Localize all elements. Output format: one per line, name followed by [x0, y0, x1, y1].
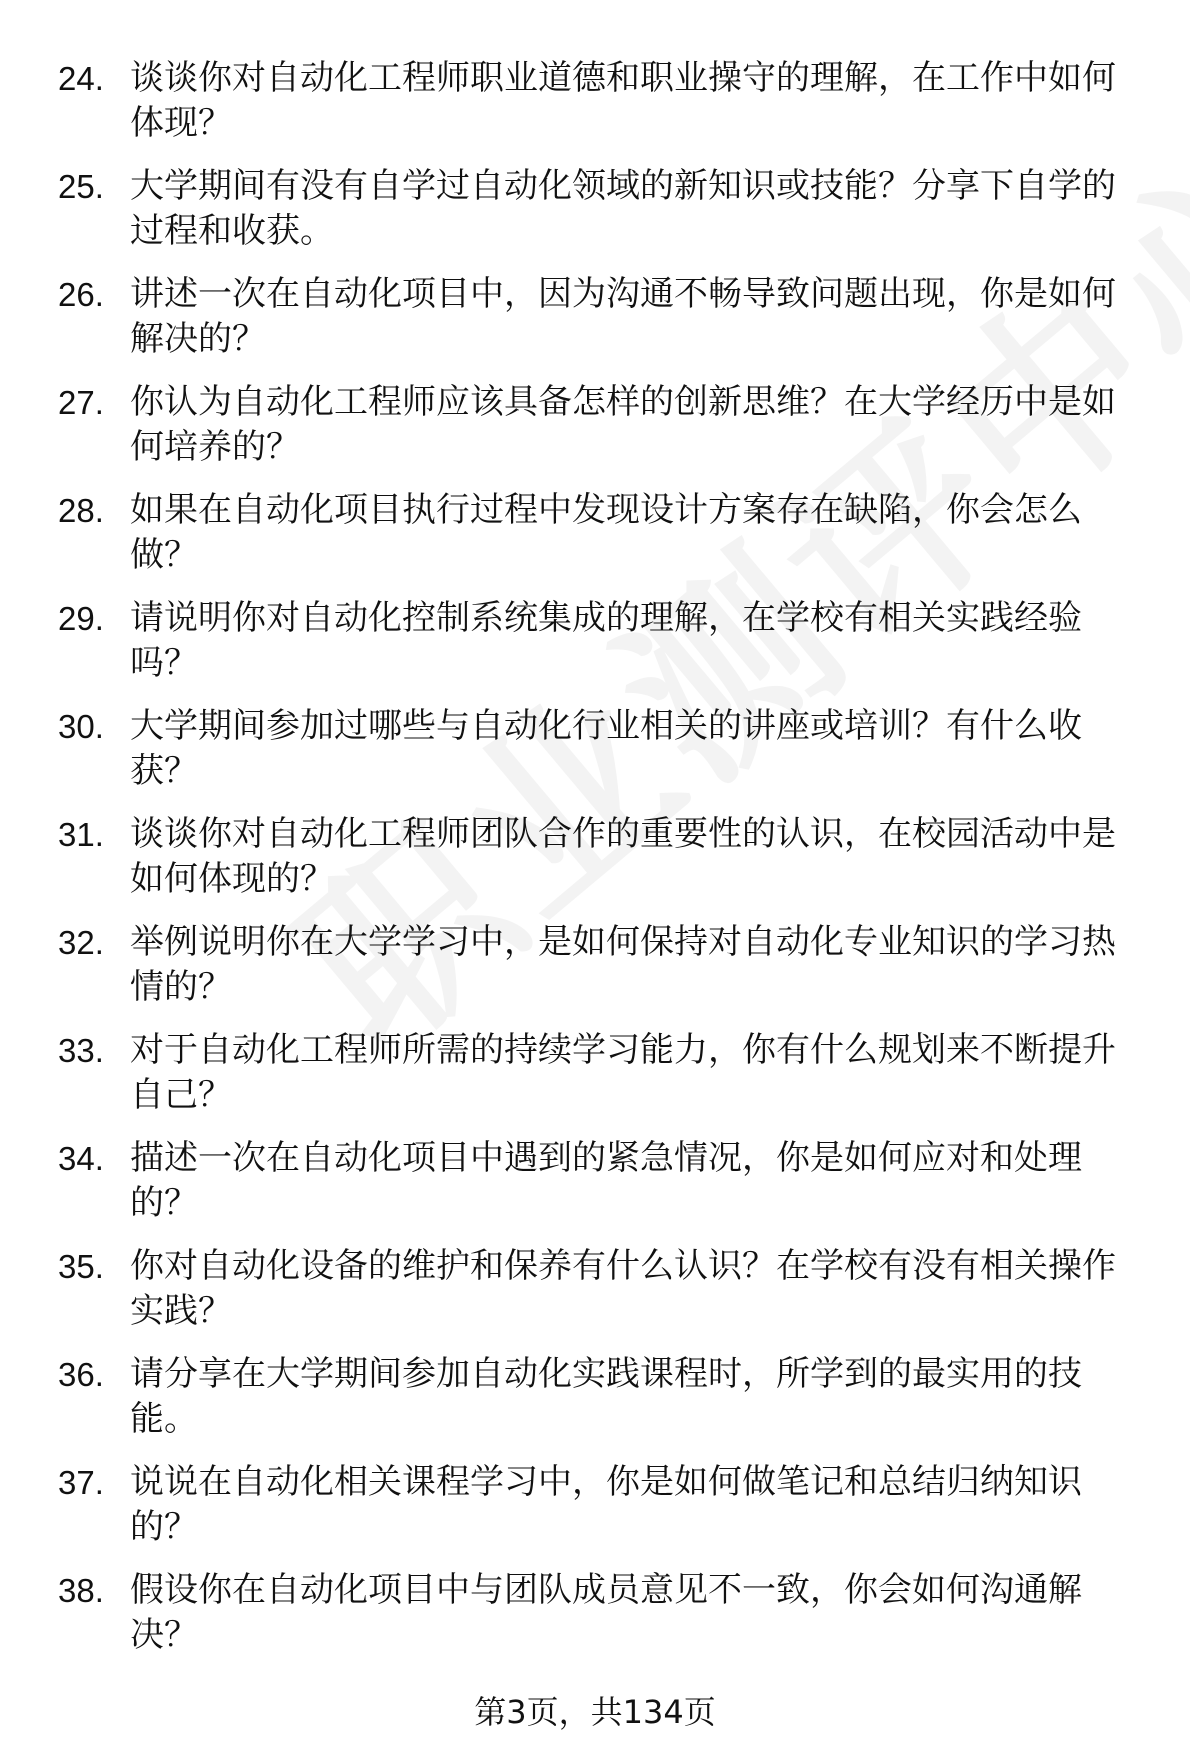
question-item: [58, 488, 1150, 596]
question-text: 请分享在大学期间参加自动化实践课程时，所学到的最实用的技能。: [130, 1354, 1082, 1439]
question-number: 24.: [58, 60, 104, 97]
question-number: 29.: [58, 600, 104, 637]
question-number: 35.: [58, 1248, 104, 1285]
question-text: 如果在自动化项目执行过程中发现设计方案存在缺陷，你会怎么做？: [130, 490, 1082, 575]
question-number: 31.: [58, 816, 104, 853]
question-text: 请说明你对自动化控制系统集成的理解，在学校有相关实践经验吗？: [130, 598, 1082, 683]
question-item: [58, 272, 1150, 380]
question-item: [58, 1352, 1150, 1460]
question-text: 假设你在自动化项目中与团队成员意见不一致，你会如何沟通解决？: [130, 1570, 1082, 1655]
question-number: 32.: [58, 924, 104, 961]
question-number: 38.: [58, 1572, 104, 1609]
question-text: 大学期间有没有自学过自动化领域的新知识或技能？分享下自学的过程和收获。: [130, 166, 1116, 251]
question-item: [58, 56, 1150, 164]
question-item: [58, 596, 1150, 704]
question-text: 讲述一次在自动化项目中，因为沟通不畅导致问题出现，你是如何解决的？: [130, 274, 1116, 359]
question-number: 28.: [58, 492, 104, 529]
question-text: 你认为自动化工程师应该具备怎样的创新思维？在大学经历中是如何培养的？: [130, 382, 1116, 467]
question-item: [58, 1244, 1150, 1352]
question-text: 你对自动化设备的维护和保养有什么认识？在学校有没有相关操作实践？: [130, 1246, 1116, 1331]
question-item: [58, 1460, 1150, 1568]
question-item: [58, 380, 1150, 488]
question-number: 30.: [58, 708, 104, 745]
question-number: 25.: [58, 168, 104, 205]
question-list: [58, 56, 1150, 1676]
question-number: 27.: [58, 384, 104, 421]
question-text: 谈谈你对自动化工程师团队合作的重要性的认识，在校园活动中是如何体现的？: [130, 814, 1116, 899]
question-text: 大学期间参加过哪些与自动化行业相关的讲座或培训？有什么收获？: [130, 706, 1082, 791]
question-text: 说说在自动化相关课程学习中，你是如何做笔记和总结归纳知识的？: [130, 1462, 1082, 1547]
question-number: 36.: [58, 1356, 104, 1393]
question-text: 举例说明你在大学学习中，是如何保持对自动化专业知识的学习热情的？: [130, 922, 1116, 1007]
page-footer: 第3页，共134页: [474, 1693, 716, 1731]
question-text: 谈谈你对自动化工程师职业道德和职业操守的理解，在工作中如何体现？: [130, 58, 1116, 143]
question-item: [58, 704, 1150, 812]
question-item: [58, 164, 1150, 272]
question-number: 34.: [58, 1140, 104, 1177]
question-item: [58, 1136, 1150, 1244]
question-item: [58, 1568, 1150, 1676]
question-text: 对于自动化工程师所需的持续学习能力，你有什么规划来不断提升自己？: [130, 1030, 1116, 1115]
question-number: 33.: [58, 1032, 104, 1069]
question-text: 描述一次在自动化项目中遇到的紧急情况，你是如何应对和处理的？: [130, 1138, 1082, 1223]
question-number: 26.: [58, 276, 104, 313]
question-item: [58, 1028, 1150, 1136]
question-item: [58, 812, 1150, 920]
question-item: [58, 920, 1150, 1028]
question-number: 37.: [58, 1464, 104, 1501]
